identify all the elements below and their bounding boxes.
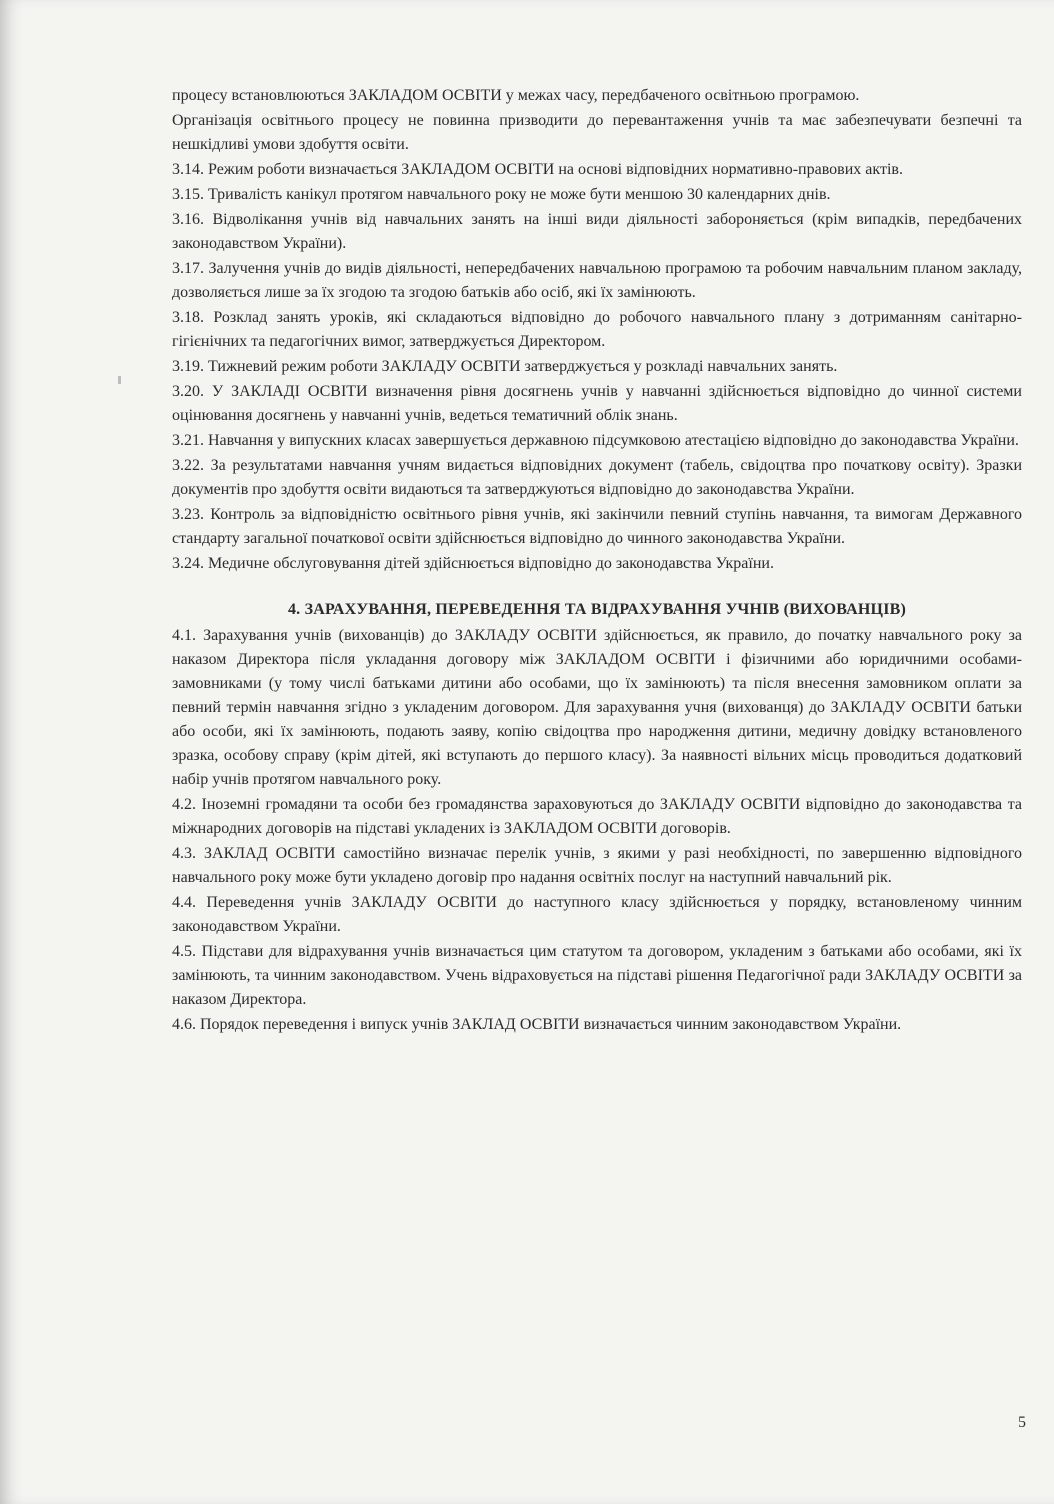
paragraph-3-21: 3.21. Навчання у випускних класах завершується державною підсумковою атестацією відповідно до законодавства України. — [172, 432, 1019, 449]
paragraph-3-13-organization: Організація освітнього процесу не повинна призводити до перевантаження учнів та має забезпечувати безпечні та нешкідливі умови здобуття освіти. — [172, 112, 1022, 153]
paragraph-3-20: 3.20. У ЗАКЛАДІ ОСВІТИ визначення рівня досягнень учнів у навчанні здійснюється відповідно до чинної системи оцінювання досягнень у навчанні учнів, ведеться тематичний облік знань. — [172, 383, 1022, 424]
paragraph-4-6: 4.6. Порядок переведення і випуск учнів ЗАКЛАД ОСВІТИ визначається чинним законодавством України. — [172, 1016, 902, 1033]
paragraph-4-3: 4.3. ЗАКЛАД ОСВІТИ самостійно визначає перелік учнів, з якими у разі необхідності, по завершенню відповідного навчального року може бути укладено договір про надання освітніх послуг на наступний навчальний рік. — [172, 845, 1022, 886]
paragraph-3-18: 3.18. Розклад занять уроків, які складаються відповідно до робочого навчального плану з дотриманням санітарно-гігієнічних та педагогічних вимог, затверджується Директором. — [172, 309, 1022, 350]
section-4-heading: 4. ЗАРАХУВАННЯ, ПЕРЕВЕДЕННЯ ТА ВІДРАХУВАННЯ УЧНІВ (ВИХОВАНЦІВ) — [287, 601, 907, 618]
page-content — [172, 84, 1022, 1038]
page-number: 5 — [1018, 1414, 1026, 1431]
paragraph-3-13-continuation: процесу встановлюються ЗАКЛАДОМ ОСВІТИ у межах часу, передбаченого освітньою програмою. — [172, 87, 860, 104]
paragraph-4-4: 4.4. Переведення учнів ЗАКЛАДУ ОСВІТИ до наступного класу здійснюється у порядку, встановленому чинним законодавством України. — [172, 894, 1022, 935]
paragraph-3-24: 3.24. Медичне обслуговування дітей здійснюється відповідно до законодавства України. — [172, 555, 774, 572]
scan-speck — [118, 376, 121, 384]
paragraph-4-2: 4.2. Іноземні громадяни та особи без громадянства зараховуються до ЗАКЛАДУ ОСВІТИ відповідно до законодавства та міжнародних договорів на підставі укладених із ЗАКЛАДОМ ОСВІТИ договорів. — [172, 796, 1022, 837]
paragraph-3-15: 3.15. Тривалість канікул протягом навчального року не може бути меншою 30 календарних днів. — [172, 186, 831, 203]
paragraph-3-19: 3.19. Тижневий режим роботи ЗАКЛАДУ ОСВІТИ затверджується у розкладі навчальних занять. — [172, 358, 838, 375]
paragraph-3-16: 3.16. Відволікання учнів від навчальних занять на інші види діяльності забороняється (крім випадків, передбачених законодавством України). — [172, 211, 1022, 252]
paragraph-3-22: 3.22. За результатами навчання учням видається відповідних документ (табель, свідоцтва про початкову освіту). Зразки документів про здобуття освіти видаються та затверджуються відповідно до законодавства України. — [172, 457, 1022, 498]
paragraph-3-14: 3.14. Режим роботи визначається ЗАКЛАДОМ ОСВІТИ на основі відповідних нормативно-правових актів. — [172, 161, 903, 178]
paragraph-4-5: 4.5. Підстави для відрахування учнів визначається цим статутом та договором, укладеним з батьками або особами, які їх замінюють, та чинним законодавством. Учень відраховується на підставі рішення Педагогічної ради ЗАКЛАДУ ОСВІТИ за наказом Директора. — [172, 943, 1022, 1008]
paragraph-4-1: 4.1. Зарахування учнів (вихованців) до ЗАКЛАДУ ОСВІТИ здійснюється, як правило, до початку навчального року за наказом Директора після укладання договору між ЗАКЛАДОМ ОСВІТИ і фізичними або юридичними особами-замовниками (у тому числі батьками дитини або особами, що їх замінюють) та після внесення замовником оплати за певний термін навчання згідно з укладеним договором. Для зарахування учня (вихованця) до ЗАКЛАДУ ОСВІТИ батьки або особи, які їх замінюють, подають заяву, копію свідоцтва про народження дитини, медичну довідку встановленого зразка, особову справу (крім дітей, які вступають до першого класу). За наявності вільних місць проводиться додатковий набір учнів протягом навчального року. — [172, 627, 1022, 788]
paragraph-3-17: 3.17. Залучення учнів до видів діяльності, непередбачених навчальною програмою та робочим навчальним планом закладу, дозволяється лише за їх згодою та згодою батьків або осіб, які їх замінюють. — [172, 260, 1022, 301]
paragraph-3-23: 3.23. Контроль за відповідністю освітнього рівня учнів, які закінчили певний ступінь навчання, та вимогам Державного стандарту загальної початкової освіти здійснюється відповідно до чинного законодавства України. — [172, 506, 1022, 547]
